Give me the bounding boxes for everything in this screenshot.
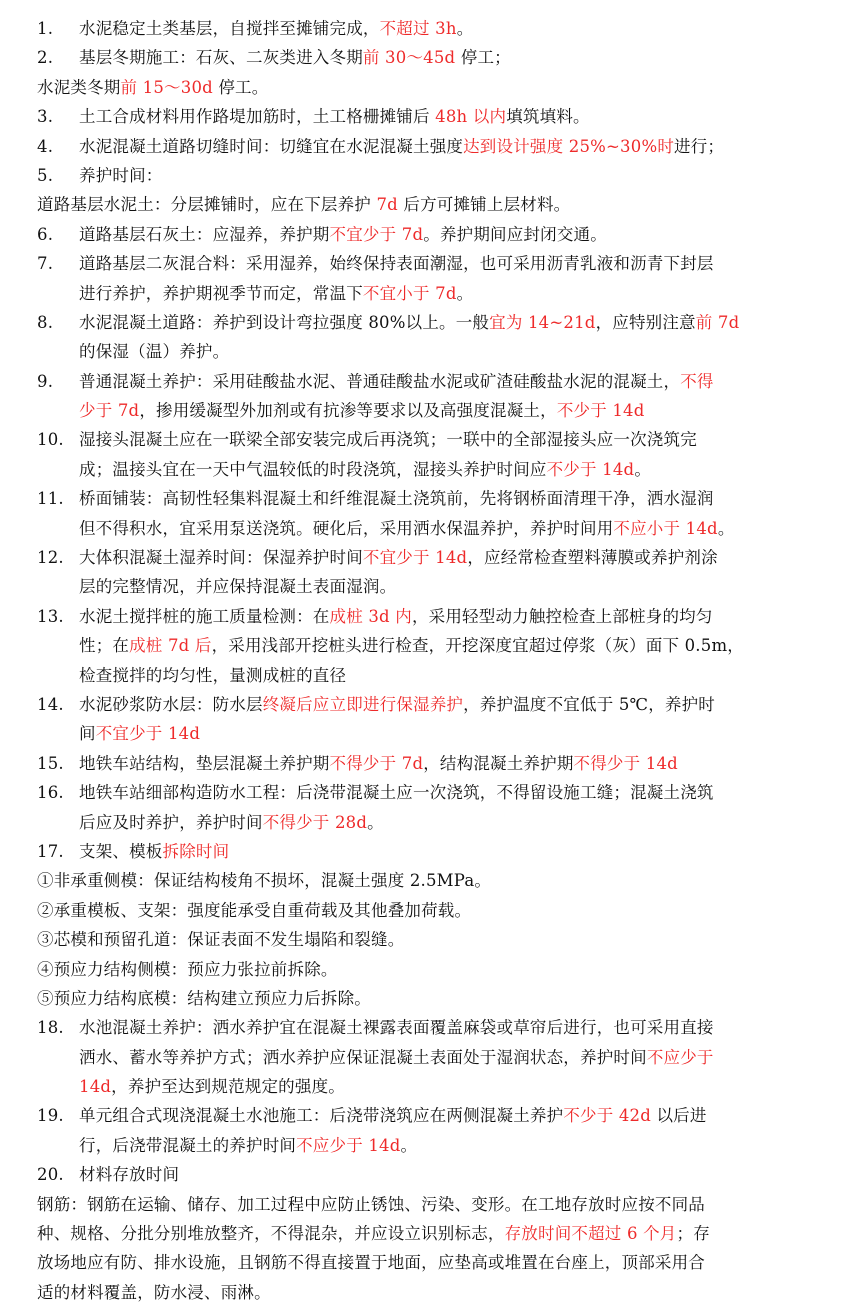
text-segment: 以后进 — [651, 1106, 707, 1126]
text-segment: 钢筋：钢筋在运输、储存、加工过程中应防止锈蚀、污染、变形。在工地存放时应按不同品 — [37, 1194, 705, 1214]
text-line — [37, 572, 816, 601]
text-line — [37, 190, 816, 219]
item-text — [79, 1131, 816, 1160]
highlighted-text: 成桩 3d 内 — [329, 606, 412, 626]
text-segment: 层的完整情况，并应保持混凝土表面湿润。 — [79, 577, 397, 597]
item-number: 14. — [37, 694, 64, 714]
text-segment: 后方可摊铺上层材料。 — [397, 195, 571, 215]
text-segment: 水泥土搅拌桩的施工质量检测：在 — [79, 606, 330, 626]
text-line — [37, 896, 816, 925]
text-segment: 水泥混凝土道路切缝时间：切缝宜在水泥混凝土强度 — [79, 136, 464, 156]
item-number: 10. — [37, 430, 64, 450]
text-segment: 。 — [400, 1135, 418, 1155]
item-text — [79, 602, 816, 631]
item-text — [79, 396, 816, 425]
item-number — [37, 514, 79, 543]
text-segment: 桥面铺装：高韧性轻集料混凝土和纤维混凝土浇筑前，先将钢桥面清理干净，洒水湿润 — [79, 489, 714, 509]
highlighted-text: 不少于 42d — [563, 1106, 652, 1126]
item-text — [79, 249, 816, 278]
highlighted-text: 不得 — [680, 371, 714, 391]
item-text — [79, 161, 816, 190]
item-number: 19. — [37, 1106, 64, 1126]
highlighted-text: 不宜少于 14d — [362, 548, 468, 568]
item-number: 12. — [37, 548, 64, 568]
item-number: 15. — [37, 753, 64, 773]
text-line — [37, 1101, 816, 1130]
item-number — [37, 455, 79, 484]
item-text — [79, 14, 816, 43]
text-line — [37, 102, 816, 131]
text-segment: ；存 — [676, 1224, 710, 1244]
text-line — [37, 690, 816, 719]
highlighted-text: 终凝后应立即进行保湿养护 — [262, 694, 464, 714]
text-segment: ②承重模板、支架：强度能承受自重荷载及其他叠加荷载。 — [37, 900, 472, 920]
text-segment: 的保湿（温）养护。 — [79, 342, 230, 362]
text-segment: 土工合成材料用作路堤加筋时，土工格栅摊铺后 — [79, 107, 436, 127]
item-number — [37, 631, 79, 660]
text-segment: ①非承重侧模：保证结构棱角不损坏，混凝土强度 2.5MPa。 — [37, 871, 492, 891]
item-number — [37, 1072, 79, 1101]
item-text — [79, 1101, 816, 1130]
item-number: 9. — [37, 371, 54, 391]
item-number — [37, 279, 79, 308]
highlighted-text: 前 7d — [695, 312, 740, 332]
text-line — [37, 1013, 816, 1042]
text-segment: 。 — [717, 518, 735, 538]
item-text — [79, 778, 816, 807]
text-line — [37, 337, 816, 366]
highlighted-text: 不得少于 14d — [573, 753, 678, 773]
text-segment: 间 — [79, 724, 96, 744]
item-text — [79, 43, 816, 72]
text-segment: ，养护至达到规范规定的强度。 — [111, 1077, 345, 1097]
item-text — [79, 367, 816, 396]
text-line — [37, 602, 816, 631]
highlighted-text: 少于 7d — [79, 401, 140, 421]
text-segment: 湿接头混凝土应在一联梁全部安装完成后再浇筑；一联中的全部湿接头应一次浇筑完 — [79, 430, 697, 450]
item-text — [79, 132, 816, 161]
text-line — [37, 308, 816, 337]
text-line — [37, 73, 816, 102]
text-segment: 水泥砂浆防水层：防水层 — [79, 694, 263, 714]
item-text — [79, 425, 816, 454]
item-text — [79, 455, 816, 484]
text-line — [37, 1160, 816, 1189]
text-segment: 。 — [456, 283, 474, 303]
text-segment: 单元组合式现浇混凝土水池施工：后浇带浇筑应在两侧混凝土养护 — [79, 1106, 564, 1126]
item-text — [79, 631, 816, 660]
item-number: 4. — [37, 136, 54, 156]
text-line — [37, 249, 816, 278]
text-segment: ⑤预应力结构底模：结构建立预应力后拆除。 — [37, 988, 371, 1008]
item-text — [79, 719, 816, 748]
text-segment: 停工； — [455, 48, 511, 68]
text-line — [37, 749, 816, 778]
item-number: 8. — [37, 312, 54, 332]
highlighted-text: 前 30～45d — [362, 48, 456, 68]
item-number: 16. — [37, 783, 64, 803]
text-segment: 水泥类冬期 — [37, 77, 121, 97]
item-text — [79, 102, 816, 131]
item-text — [79, 808, 816, 837]
highlighted-text: 不宜少于 7d — [329, 224, 424, 244]
text-line — [37, 132, 816, 161]
item-text — [79, 837, 816, 866]
text-segment: 填筑填料。 — [506, 107, 590, 127]
text-segment: 种、规格、分批分别堆放整齐，不得混杂，并应设立识别标志， — [37, 1224, 505, 1244]
text-segment: 。 — [634, 459, 652, 479]
highlighted-text: 不应少于 14d — [296, 1135, 401, 1155]
text-segment: ，采用轻型动力触控检查上部桩身的均匀 — [411, 606, 713, 626]
text-line — [37, 1043, 816, 1072]
text-segment: ，应特别注意 — [595, 312, 696, 332]
item-number: 13. — [37, 606, 64, 626]
highlighted-text: 存放时间不超过 6 个月 — [504, 1224, 677, 1244]
item-number — [37, 719, 79, 748]
item-number: 20. — [37, 1165, 64, 1185]
text-line — [37, 484, 816, 513]
text-segment: 。 — [367, 812, 384, 832]
text-segment: 进行养护，养护期视季节而定，常温下 — [79, 283, 363, 303]
text-line — [37, 514, 816, 543]
text-segment: 水池混凝土养护：洒水养护宜在混凝土裸露表面覆盖麻袋或草帘后进行，也可采用直接 — [79, 1018, 714, 1038]
text-segment: 水泥混凝土道路：养护到设计弯拉强度 80%以上。一般 — [79, 312, 490, 332]
highlighted-text: 不得少于 28d — [262, 812, 368, 832]
text-line — [37, 719, 816, 748]
item-text — [79, 484, 816, 513]
item-text — [79, 1072, 816, 1101]
item-text — [79, 1043, 816, 1072]
text-segment: 水泥稳定土类基层，自搅拌至摊铺完成， — [79, 19, 380, 38]
item-text — [79, 337, 816, 366]
text-segment: 支架、模板 — [79, 841, 163, 861]
text-segment: 道路基层二灰混合料：采用湿养，始终保持表面潮湿，也可采用沥青乳液和沥青下封层 — [79, 254, 714, 274]
text-segment: 但不得积水，宜采用泵送浇筑。硬化后，采用洒水保温养护，养护时间用 — [79, 518, 614, 538]
text-segment: 道路基层水泥土：分层摊铺时，应在下层养护 — [37, 195, 377, 215]
text-segment: ，应经常检查塑料薄膜或养护剂涂 — [467, 548, 718, 568]
highlighted-text: 不得少于 7d — [329, 753, 424, 773]
item-number — [37, 661, 79, 690]
text-line — [37, 631, 816, 660]
text-line — [37, 778, 816, 807]
item-number — [37, 808, 79, 837]
highlighted-text: 不应小于 14d — [613, 518, 718, 538]
item-number: 2. — [37, 48, 54, 68]
text-line — [37, 367, 816, 396]
text-segment: 大体积混凝土湿养时间：保湿养护时间 — [79, 548, 363, 568]
text-line — [37, 1190, 816, 1219]
highlighted-text: 不少于 14d — [546, 459, 635, 479]
text-segment: ，养护温度不宜低于 5℃，养护时 — [463, 694, 716, 714]
text-segment: 普通混凝土养护：采用硅酸盐水泥、普通硅酸盐水泥或矿渣硅酸盐水泥的混凝土， — [79, 371, 681, 391]
highlighted-text: 不宜小于 7d — [362, 283, 457, 303]
text-line — [37, 396, 816, 425]
text-segment: ④预应力结构侧模：预应力张拉前拆除。 — [37, 959, 338, 979]
text-segment: 后应及时养护，养护时间 — [79, 812, 263, 832]
item-number: 18. — [37, 1018, 64, 1038]
item-number: 3. — [37, 107, 54, 127]
item-text — [79, 308, 816, 337]
text-line — [37, 220, 816, 249]
highlighted-text: 不少于 14d — [556, 401, 645, 421]
text-line — [37, 925, 816, 954]
item-number: 11. — [37, 489, 64, 509]
item-number: 5. — [37, 165, 54, 185]
item-number: 6. — [37, 224, 54, 244]
item-text — [79, 220, 816, 249]
text-segment: 。养护期间应封闭交通。 — [423, 224, 607, 244]
text-line — [37, 1248, 816, 1277]
text-line — [37, 161, 816, 190]
highlighted-text: 前 15～30d — [120, 77, 213, 97]
text-segment: 放场地应有防、排水设施，且钢筋不得直接置于地面，应垫高或堆置在台座上，顶部采用合 — [37, 1253, 705, 1273]
item-text — [79, 661, 816, 690]
item-text — [79, 690, 816, 719]
text-segment: 地铁车站细部构造防水工程：后浇带混凝土应一次浇筑，不得留设施工缝；混凝土浇筑 — [79, 783, 714, 803]
text-segment: 适的材料覆盖，防水浸、雨淋。 — [37, 1282, 271, 1302]
highlighted-text: 不宜少于 14d — [95, 724, 201, 744]
text-line — [37, 1131, 816, 1160]
text-segment: ，结构混凝土养护期 — [423, 753, 574, 773]
item-number — [37, 396, 79, 425]
text-line — [37, 425, 816, 454]
highlighted-text: 达到设计强度 25%~30%时 — [463, 136, 675, 156]
item-text — [79, 279, 816, 308]
text-segment: 行，后浇带混凝土的养护时间 — [79, 1135, 297, 1155]
text-segment: 洒水、蓄水等养护方式；洒水养护应保证混凝土表面处于湿润状态，养护时间 — [79, 1047, 647, 1067]
text-line — [37, 43, 816, 72]
text-segment: 基层冬期施工：石灰、二灰类进入冬期 — [79, 48, 363, 68]
highlighted-text: 成桩 7d 后 — [129, 636, 212, 656]
item-number — [37, 337, 79, 366]
item-text — [79, 1013, 816, 1042]
text-line — [37, 1219, 816, 1248]
item-number — [37, 572, 79, 601]
highlighted-text: 拆除时间 — [162, 841, 230, 861]
text-line — [37, 661, 816, 690]
text-segment: 进行； — [674, 136, 725, 156]
text-segment: 停工。 — [212, 77, 269, 97]
item-number: 1. — [37, 19, 54, 38]
item-number: 17. — [37, 841, 64, 861]
text-segment: ，掺用缓凝型外加剂或有抗渗等要求以及高强度混凝土， — [139, 401, 557, 421]
highlighted-text: 7d — [376, 195, 398, 215]
text-line — [37, 279, 816, 308]
highlighted-text: 48h 以内 — [435, 107, 507, 127]
text-segment: 。 — [456, 19, 474, 38]
highlighted-text: 不超过 3h — [379, 19, 457, 38]
text-line — [37, 808, 816, 837]
item-text — [79, 1160, 816, 1189]
text-segment: 养护时间： — [79, 165, 163, 185]
text-segment: 成；温接头宜在一天中气温较低的时段浇筑，湿接头养护时间应 — [79, 459, 547, 479]
text-segment: ③芯模和预留孔道：保证表面不发生塌陷和裂缝。 — [37, 930, 405, 950]
highlighted-text: 不应少于 — [646, 1047, 714, 1067]
text-line — [37, 955, 816, 984]
text-segment: 材料存放时间 — [79, 1165, 180, 1185]
text-line — [37, 14, 816, 43]
text-line — [37, 837, 816, 866]
item-text — [79, 749, 816, 778]
item-number — [37, 1131, 79, 1160]
item-number — [37, 1043, 79, 1072]
text-line — [37, 455, 816, 484]
text-line — [37, 543, 816, 572]
text-segment: 检查搅拌的均匀性，量测成桩的直径 — [79, 665, 347, 685]
item-text — [79, 572, 816, 601]
text-line — [37, 984, 816, 1013]
highlighted-text: 宜为 14~21d — [489, 312, 596, 332]
text-segment: 地铁车站结构，垫层混凝土养护期 — [79, 753, 330, 773]
text-line — [37, 1072, 816, 1101]
highlighted-text: 14d — [79, 1077, 112, 1097]
text-segment: 性；在 — [79, 636, 130, 656]
item-number: 7. — [37, 254, 54, 274]
text-segment: ，采用浅部开挖桩头进行检查，开挖深度宜超过停浆（灰）面下 0.5m， — [211, 636, 744, 656]
item-text — [79, 514, 816, 543]
text-line — [37, 866, 816, 895]
item-text — [79, 543, 816, 572]
text-segment: 道路基层石灰土：应湿养，养护期 — [79, 224, 330, 244]
